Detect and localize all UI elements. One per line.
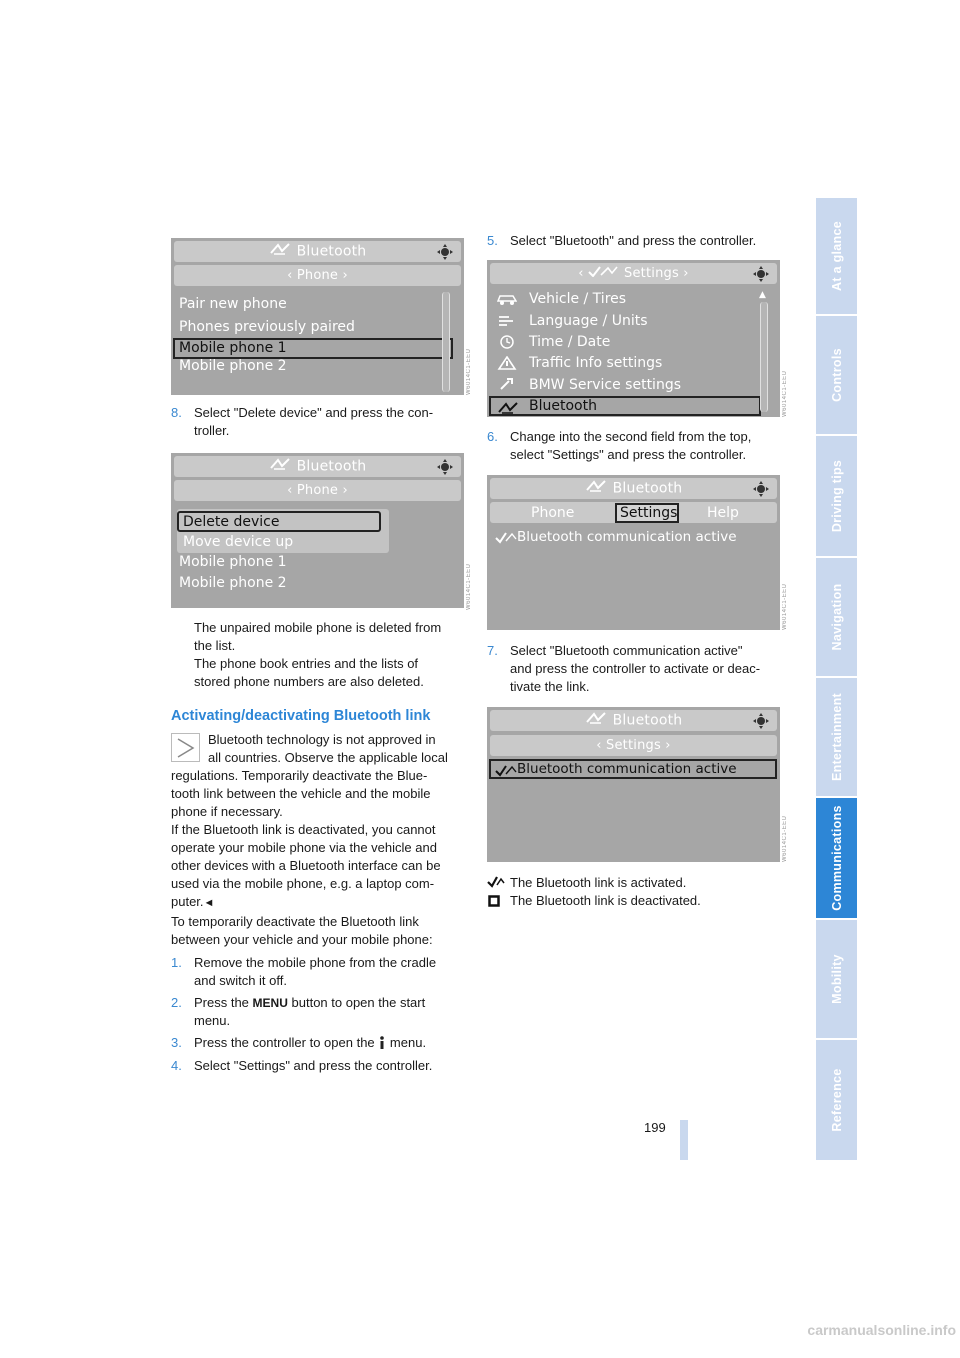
step-5: 5. Select "Bluetooth" and press the controller. — [487, 233, 757, 248]
figure-code: W6014C1-EEU — [782, 583, 788, 630]
option-bluetooth-communication: Bluetooth communication active — [517, 529, 737, 545]
menu-item: BMW Service settings — [529, 377, 681, 393]
side-tab-driving-tips[interactable]: Driving tips — [816, 436, 857, 556]
menu-item: Phones previously paired — [179, 319, 355, 335]
side-tab-mobility[interactable]: Mobility — [816, 920, 857, 1038]
menu-item-selected: Bluetooth — [529, 398, 597, 414]
step-number: 4. — [171, 1058, 182, 1073]
traffic-info-icon — [497, 355, 517, 374]
vehicle-tires-icon — [497, 291, 517, 310]
side-tab-communications[interactable]: Communications — [816, 798, 857, 918]
screen-title-bar — [490, 478, 777, 499]
screen-subtitle-bar: ‹ Phone › — [174, 265, 461, 286]
menu-item: Mobile phone 2 — [179, 575, 287, 591]
watermark: carmanualsonline.info — [807, 1322, 956, 1338]
screenshot-bluetooth-tabs — [487, 475, 780, 630]
screen-title: Bluetooth — [296, 458, 367, 475]
menu-item: Time / Date — [529, 334, 611, 350]
screen-subtitle-bar: ‹ Phone › — [174, 480, 461, 501]
step-number: 2. — [171, 995, 182, 1010]
step-8: 8. Select "Delete device" and press the con- troller. — [171, 405, 434, 438]
language-units-icon — [497, 313, 517, 332]
screen-title: Bluetooth — [612, 480, 683, 497]
screen-subtitle: Settings — [606, 738, 661, 753]
checkmark-icon — [495, 529, 517, 548]
controller-icon — [437, 244, 453, 260]
scroll-track — [760, 302, 768, 412]
controller-icon — [753, 266, 769, 282]
bluetooth-icon — [269, 456, 291, 477]
bluetooth-icon — [585, 710, 607, 731]
page-number-bar — [680, 1120, 688, 1160]
screen-title-bar — [490, 710, 777, 731]
section-heading: Activating/deactivating Bluetooth link — [171, 708, 431, 724]
menu-item: Mobile phone 1 — [179, 554, 287, 570]
scroll-track — [442, 292, 450, 392]
checkmark-icon — [495, 762, 517, 781]
menu-item: Vehicle / Tires — [529, 291, 627, 307]
screen-title: Bluetooth — [296, 243, 367, 260]
settings-icon — [588, 263, 618, 284]
step-number: 6. — [487, 429, 498, 444]
step-number: 1. — [171, 955, 182, 970]
screen-title-bar — [174, 456, 461, 477]
side-tab-controls[interactable]: Controls — [816, 316, 857, 434]
screenshot-settings-menu — [487, 260, 780, 417]
end-of-note-mark: ◄ — [203, 897, 215, 909]
step-2: 2. Press the MENU button to open the start menu. — [171, 995, 426, 1028]
figure-code: W6014C1-EEU — [466, 563, 472, 610]
menu-button-label: MENU — [252, 996, 288, 1010]
checkmark-icon — [487, 874, 505, 893]
legend-deactivated: The Bluetooth link is deactivated. — [510, 893, 701, 908]
option-bluetooth-communication-selected: Bluetooth communication active — [517, 761, 737, 777]
step-3: 3. Press the controller to open the menu. — [171, 1034, 471, 1054]
step-number: 7. — [487, 643, 498, 658]
figure-code: W6014C1-EEU — [782, 815, 788, 862]
controller-icon — [753, 713, 769, 729]
time-date-icon — [497, 334, 517, 353]
empty-checkbox-icon — [488, 894, 500, 912]
step-7: 7. Select "Bluetooth communication active" and press the controller to activate or deac- tivate the link. — [487, 643, 761, 694]
step-6: 6. Change into the second field from the top, select "Settings" and press the controller. — [487, 429, 752, 462]
screen-title-bar — [174, 241, 461, 262]
tab-settings-label: Settings — [620, 505, 678, 521]
side-tab-reference[interactable]: Reference — [816, 1040, 857, 1160]
side-tab-entertainment[interactable]: Entertainment — [816, 678, 857, 796]
legend-activated: The Bluetooth link is activated. — [510, 875, 687, 890]
screen-title-bar: ‹ Settings › — [490, 263, 777, 284]
screen-subtitle: Phone — [296, 483, 339, 498]
info-icon — [378, 1036, 386, 1054]
menu-item: Language / Units — [529, 313, 648, 329]
screen-subtitle-bar: ‹ Settings › — [490, 735, 777, 756]
note-text: Bluetooth technology is not approved in all countries. Observe the applicable local regulations. Temporarily deactivate the Blue- tooth link between the vehicle and the mobile phone if necessary. If the Bluetooth link is deactivated, you cannot operate your mobile phone via the vehicle and other devices with a Bluetooth interface can be used via the mobile phone, e.g. a laptop com- puter.◄ — [171, 732, 448, 909]
figure-code: W6014C1-EEU — [782, 370, 788, 417]
screen-subtitle: Phone — [296, 268, 339, 283]
service-icon — [497, 376, 517, 395]
step-4: 4. Select "Settings" and press the controller. — [171, 1058, 433, 1073]
menu-item-selected: Mobile phone 1 — [179, 340, 287, 356]
screen-title: Settings — [624, 266, 679, 281]
bluetooth-icon — [269, 241, 291, 262]
intro-text: To temporarily deactivate the Bluetooth link between your vehicle and your mobile phone: — [171, 914, 433, 947]
popup-item: Move device up — [183, 534, 294, 550]
step-number: 3. — [171, 1035, 182, 1050]
bluetooth-icon — [585, 478, 607, 499]
step-number: 5. — [487, 233, 498, 248]
step-number: 8. — [171, 405, 182, 420]
controller-icon — [753, 481, 769, 497]
bluetooth-icon — [497, 399, 519, 417]
popup-item-selected: Delete device — [183, 514, 280, 530]
side-tab-at-a-glance[interactable]: At a glance — [816, 198, 857, 314]
side-tab-navigation[interactable]: Navigation — [816, 558, 857, 676]
screen-title: Bluetooth — [612, 712, 683, 729]
screenshot-delete-device-menu — [171, 453, 464, 608]
controller-icon — [437, 459, 453, 475]
screenshot-bluetooth-settings — [487, 707, 780, 862]
menu-item: Pair new phone — [179, 296, 287, 312]
menu-item: Mobile phone 2 — [179, 358, 287, 374]
tab-help: Help — [707, 505, 739, 521]
step-8-result: The unpaired mobile phone is deleted from the list. The phone book entries and the lists of stored phone numbers are also deleted. — [194, 620, 442, 689]
screenshot-bluetooth-phone-menu — [171, 238, 464, 395]
page-number: 199 — [644, 1120, 666, 1135]
tab-phone: Phone — [531, 505, 575, 521]
step-1: 1. Remove the mobile phone from the cradle and switch it off. — [171, 955, 437, 988]
menu-item: Traffic Info settings — [529, 355, 663, 371]
figure-code: W6014C1-EEU — [466, 348, 472, 395]
scroll-up-arrow-icon: ▲ — [759, 290, 766, 300]
